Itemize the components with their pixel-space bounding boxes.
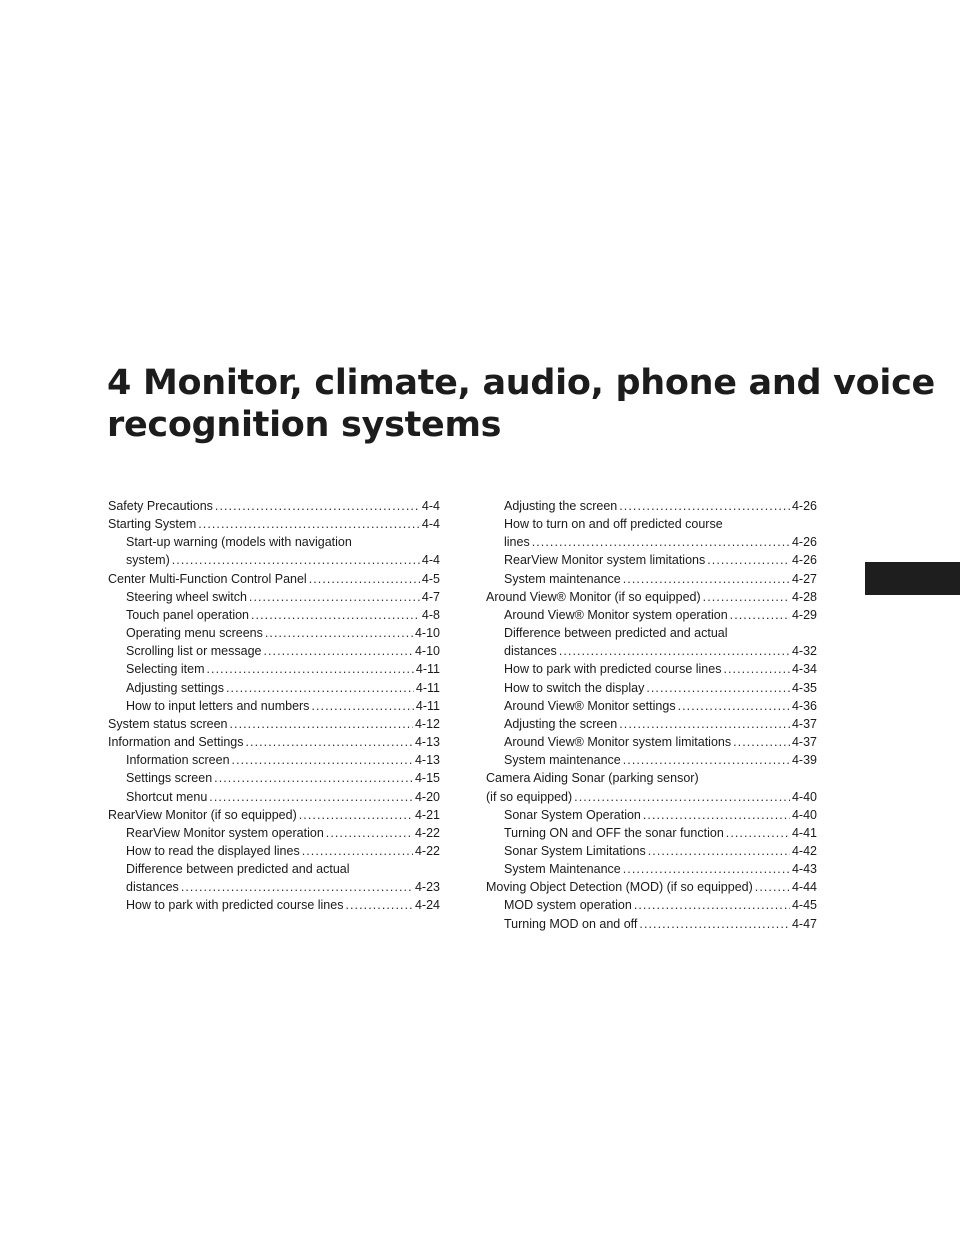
toc-entry[interactable] <box>108 570 440 588</box>
dot-leader <box>730 606 790 624</box>
toc-entry-page: 4-13 <box>414 753 440 768</box>
toc-entry-page: 4-43 <box>791 862 817 877</box>
dot-leader <box>172 551 420 569</box>
toc-entry-label: Around View® Monitor system operation <box>504 607 728 622</box>
dot-leader <box>703 588 790 606</box>
toc-entry-label: Around View® Monitor settings <box>504 698 676 713</box>
toc-entry-label: How to park with predicted course lines <box>504 662 722 677</box>
toc-entry-label: Safety Precautions <box>108 499 213 513</box>
toc-entry-label: Information and Settings <box>108 735 244 750</box>
toc-entry-label: (if so equipped) <box>486 789 573 804</box>
chapter-title-line-1: 4 Monitor, climate, audio, phone and voice <box>107 363 935 403</box>
toc-entry-label: System maintenance <box>504 753 621 768</box>
dot-leader <box>309 570 420 588</box>
toc-entry-page: 4-20 <box>414 789 440 804</box>
toc-entry-page: 4-47 <box>791 916 817 931</box>
dot-leader <box>623 860 790 878</box>
dot-leader <box>678 697 790 715</box>
toc-entry-page: 4-11 <box>415 698 440 713</box>
toc-entry[interactable] <box>108 679 440 697</box>
toc-entry-label: Settings screen <box>126 771 213 786</box>
toc-entry[interactable] <box>108 788 440 806</box>
toc-entry-label: system) <box>126 553 170 568</box>
dot-leader <box>532 533 790 551</box>
dot-leader <box>302 842 413 860</box>
toc-entry-label: Selecting item <box>126 662 205 677</box>
toc-entry[interactable] <box>486 660 817 678</box>
toc-entry[interactable] <box>108 769 440 787</box>
toc-entry-label: Shortcut menu <box>126 789 208 804</box>
toc-entry-label: Steering wheel switch <box>126 589 247 604</box>
toc-entry-page: 4-35 <box>791 680 817 695</box>
toc-entry-label-line: Difference between predicted and actual <box>126 862 350 877</box>
toc-entry[interactable] <box>108 588 440 606</box>
toc-entry-page: 4-36 <box>791 698 817 713</box>
toc-entry[interactable] <box>108 660 440 678</box>
toc-entry-label: System Maintenance <box>504 862 621 877</box>
dot-leader <box>646 679 790 697</box>
dot-leader <box>265 624 413 642</box>
dot-leader <box>181 878 413 896</box>
toc-entry-page: 4-26 <box>791 499 817 513</box>
toc-entry-label-line: Difference between predicted and actual <box>504 626 728 641</box>
dot-leader <box>249 588 420 606</box>
toc-entry-page: 4-15 <box>414 771 440 786</box>
toc-entry[interactable] <box>486 751 817 769</box>
toc-entry-label: Moving Object Detection (MOD) (if so equipped) <box>486 880 753 895</box>
toc-entry-label: Starting System <box>108 517 197 532</box>
toc-entry-label: Center Multi-Function Control Panel <box>108 571 307 586</box>
toc-entry[interactable] <box>486 606 817 624</box>
toc-entry[interactable] <box>486 915 817 933</box>
toc-entry-label: System status screen <box>108 716 228 731</box>
dot-leader <box>226 679 414 697</box>
toc-entry-page: 4-37 <box>791 716 817 731</box>
dot-leader <box>263 642 413 660</box>
toc-entry[interactable] <box>108 697 440 715</box>
toc-entry-page: 4-11 <box>415 680 440 695</box>
dot-leader <box>345 896 413 914</box>
toc-entry[interactable] <box>486 697 817 715</box>
toc-entry[interactable] <box>486 533 817 551</box>
chapter-title <box>107 362 935 446</box>
toc-entry[interactable] <box>486 878 817 896</box>
toc-entry-label: Touch panel operation <box>126 607 250 622</box>
toc-entry-label: distances <box>504 644 557 659</box>
toc-entry[interactable] <box>108 515 440 533</box>
dot-leader <box>723 660 790 678</box>
dot-leader <box>707 551 790 569</box>
dot-leader <box>574 788 790 806</box>
chapter-title-line-2: recognition systems <box>107 405 502 445</box>
toc-entry-page: 4-21 <box>414 807 440 822</box>
toc-entry[interactable] <box>108 642 440 660</box>
toc-entry[interactable] <box>486 806 817 824</box>
toc-entry-label: distances <box>126 880 179 895</box>
toc-entry-page: 4-34 <box>791 662 817 677</box>
dot-leader <box>619 497 790 515</box>
dot-leader <box>326 824 413 842</box>
dot-leader <box>623 751 790 769</box>
dot-leader <box>230 715 413 733</box>
toc-entry-page: 4-4 <box>421 517 440 532</box>
toc-entry-page: 4-7 <box>421 589 440 604</box>
dot-leader <box>209 788 413 806</box>
dot-leader <box>643 806 790 824</box>
toc-entry-page: 4-39 <box>791 753 817 768</box>
toc-entry[interactable] <box>486 642 817 660</box>
toc-entry-label: Scrolling list or message <box>126 644 262 659</box>
dot-leader <box>619 715 790 733</box>
dot-leader <box>634 896 790 914</box>
toc-entry[interactable] <box>486 570 817 588</box>
toc-entry-label: How to switch the display <box>504 680 645 695</box>
toc-entry[interactable] <box>486 715 817 733</box>
toc-entry[interactable] <box>486 497 817 515</box>
toc-entry-page: 4-41 <box>791 825 817 840</box>
toc-entry-page: 4-4 <box>421 553 440 568</box>
toc-entry-page: 4-29 <box>791 607 817 622</box>
toc-entry-label: Sonar System Limitations <box>504 843 646 858</box>
toc-entry[interactable] <box>486 860 817 878</box>
toc-entry[interactable] <box>108 606 440 624</box>
toc-entry-label: Around View® Monitor (if so equipped) <box>486 589 701 604</box>
toc-entry-label: Turning ON and OFF the sonar function <box>504 825 724 840</box>
dot-leader <box>207 660 414 678</box>
toc-entry-page: 4-24 <box>414 898 440 913</box>
toc-entry-page: 4-22 <box>414 843 440 858</box>
toc-entry-page: 4-40 <box>791 789 817 804</box>
toc-entry-label: RearView Monitor system operation <box>126 825 324 840</box>
toc-entry[interactable] <box>486 733 817 751</box>
toc-right-column <box>486 497 817 933</box>
toc-entry[interactable] <box>486 842 817 860</box>
dot-leader <box>639 915 790 933</box>
toc-entry-label: lines <box>504 535 530 550</box>
toc-entry[interactable] <box>108 824 440 842</box>
dot-leader <box>648 842 790 860</box>
dot-leader <box>198 515 420 533</box>
toc-entry-page: 4-26 <box>791 553 817 568</box>
toc-entry-page: 4-4 <box>421 499 440 513</box>
dot-leader <box>733 733 790 751</box>
toc-entry[interactable] <box>486 824 817 842</box>
dot-leader <box>232 751 413 769</box>
toc-entry[interactable] <box>108 878 440 896</box>
toc-entry-label: Turning MOD on and off <box>504 916 638 931</box>
toc-entry-label: Adjusting the screen <box>504 499 618 513</box>
toc-entry-label: Around View® Monitor system limitations <box>504 735 732 750</box>
toc-entry-label: How to read the displayed lines <box>126 843 300 858</box>
toc-entry-page: 4-5 <box>421 571 440 586</box>
toc-entry-label: Operating menu screens <box>126 626 263 641</box>
toc-entry-page: 4-10 <box>414 626 440 641</box>
dot-leader <box>215 497 420 515</box>
toc-entry-page: 4-23 <box>414 880 440 895</box>
toc-entry-page: 4-42 <box>791 843 817 858</box>
toc-entry-page: 4-11 <box>415 662 440 677</box>
toc-entry-label: RearView Monitor (if so equipped) <box>108 807 297 822</box>
toc-entry-label-line: Camera Aiding Sonar (parking sensor) <box>486 771 699 786</box>
toc-entry-label: Adjusting settings <box>126 680 224 695</box>
toc-entry-label: How to park with predicted course lines <box>126 898 344 913</box>
toc-entry-page: 4-27 <box>791 571 817 586</box>
dot-leader <box>214 769 413 787</box>
toc-entry-page: 4-22 <box>414 825 440 840</box>
toc-entry-page: 4-8 <box>421 607 440 622</box>
dot-leader <box>251 606 420 624</box>
toc-entry-label: RearView Monitor system limitations <box>504 553 706 568</box>
toc-entry-page: 4-37 <box>791 735 817 750</box>
toc-entry-label: How to input letters and numbers <box>126 698 310 713</box>
toc-entry[interactable] <box>108 624 440 642</box>
toc-entry-page: 4-28 <box>791 589 817 604</box>
dot-leader <box>246 733 413 751</box>
dot-leader <box>755 878 790 896</box>
toc-entry-label: Adjusting the screen <box>504 716 618 731</box>
toc-entry-label: System maintenance <box>504 571 621 586</box>
toc-entry-label: Sonar System Operation <box>504 807 641 822</box>
dot-leader <box>299 806 413 824</box>
toc-entry-page: 4-12 <box>414 716 440 731</box>
toc-entry-label: Information screen <box>126 753 230 768</box>
toc-entry[interactable] <box>486 551 817 569</box>
dot-leader <box>559 642 790 660</box>
toc-entry[interactable] <box>486 679 817 697</box>
toc-entry[interactable] <box>108 733 440 751</box>
toc-entry-page: 4-44 <box>791 880 817 895</box>
toc-entry[interactable] <box>486 588 817 606</box>
chapter-edge-tab <box>865 562 960 595</box>
dot-leader <box>311 697 413 715</box>
toc-entry[interactable] <box>108 842 440 860</box>
toc-entry[interactable] <box>108 896 440 914</box>
toc-entry-page: 4-40 <box>791 807 817 822</box>
toc-entry-page: 4-13 <box>414 735 440 750</box>
toc-entry-label-line: How to turn on and off predicted course <box>504 517 723 532</box>
toc-entry[interactable] <box>108 497 440 515</box>
toc-entry[interactable] <box>108 715 440 733</box>
toc-left-column <box>108 497 440 915</box>
toc-entry[interactable] <box>108 751 440 769</box>
toc-entry-label: MOD system operation <box>504 898 632 913</box>
dot-leader <box>623 570 790 588</box>
toc-entry-page: 4-45 <box>791 898 817 913</box>
toc-entry[interactable] <box>486 896 817 914</box>
toc-entry-label-line: Start-up warning (models with navigation <box>126 535 352 550</box>
dot-leader <box>726 824 790 842</box>
toc-entry-page: 4-26 <box>791 535 817 550</box>
toc-entry[interactable] <box>108 551 440 569</box>
toc-entry[interactable] <box>486 788 817 806</box>
toc-entry-page: 4-32 <box>791 644 817 659</box>
toc-entry-page: 4-10 <box>414 644 440 659</box>
toc-entry[interactable] <box>108 806 440 824</box>
